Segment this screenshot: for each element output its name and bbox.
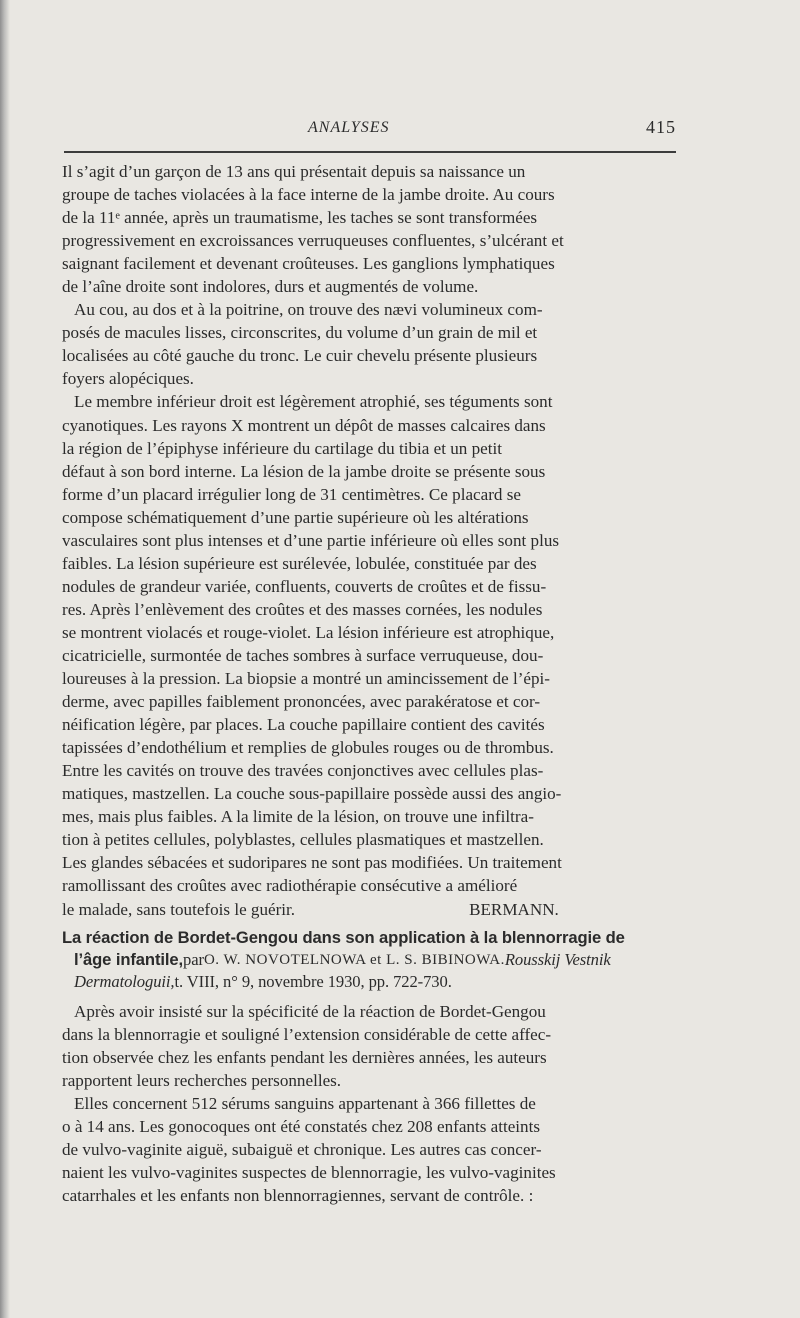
heading-line: La réaction de Bordet-Gengou dans son application à la blennorragie de: [62, 927, 625, 947]
text-line: derme, avec papilles faiblement prononcées, avec parakératose et cor-: [62, 692, 541, 712]
heading-title-fragment: l’âge infantile,: [74, 949, 184, 969]
header-rule: [64, 151, 676, 153]
text-line: tion observée chez les enfants pendant les dernières années, les auteurs: [62, 1047, 547, 1067]
text-line: loureuses à la pression. La biopsie a montré un amincissement de l’épi-: [62, 669, 550, 689]
text-line: Au cou, au dos et à la poitrine, on trouve des nævi volumineux com-: [74, 300, 543, 320]
text-line: mes, mais plus faibles. A la limite de la lésion, on trouve une infiltra-: [62, 807, 534, 827]
text-line: res. Après l’enlèvement des croûtes et des masses cornées, les nodules: [62, 599, 543, 619]
text-line: néification légère, par places. La couche papillaire contient des cavités: [62, 715, 545, 735]
text-line: groupe de taches violacées à la face interne de la jambe droite. Au cours: [62, 185, 555, 205]
signature-spacing: [295, 898, 469, 921]
text-line: foyers alopéciques.: [62, 369, 194, 389]
text-line: ramollissant des croûtes avec radiothérapie consécutive a amélioré: [62, 876, 518, 896]
text-line: de la 11ᵉ année, après un traumatisme, les taches se sont transformées: [62, 208, 538, 228]
citation-details: t. VIII, n° 9, novembre 1930, pp. 722-730.: [174, 971, 452, 991]
text-line-fragment: le malade, sans toutefois le guérir.: [62, 899, 296, 919]
analysis-paragraph-1: [62, 160, 682, 298]
journal-title: Rousskij Vestnik: [504, 949, 611, 969]
text-line: naient les vulvo-vaginites suspectes de blennorragie, les vulvo-vaginites: [62, 1162, 556, 1182]
text-line: dans la blennorragie et souligné l’extension considérable de cette affec-: [62, 1024, 552, 1044]
text-line: faibles. La lésion supérieure est surélevée, lobulée, constituée par des: [62, 553, 537, 573]
analysis-paragraph-2: [62, 298, 682, 390]
text-line: nodules de grandeur variée, confluents, couverts de croûtes et de fissu-: [62, 576, 547, 596]
text-line: posés de macules lisses, circonscrites, du volume d’un grain de mil et: [62, 323, 538, 343]
text-line: la région de l’épiphyse inférieure du cartilage du tibia et un petit: [62, 438, 502, 458]
text-line: forme d’un placard irrégulier long de 31 centimètres. Ce placard se: [62, 484, 521, 504]
text-line: se montrent violacés et rouge-violet. La lésion inférieure est atrophique,: [62, 622, 555, 642]
text-line-with-signature: [62, 898, 682, 921]
text-line: de vulvo-vaginite aiguë, subaiguë et chronique. Les autres cas concer-: [62, 1139, 542, 1159]
text-line: rapportent leurs recherches personnelles.: [62, 1070, 342, 1090]
text-line: progressivement en excroissances verruqueuses confluentes, s’ulcérant et: [62, 231, 564, 251]
page-content: [62, 160, 682, 1207]
journal-title-continued: Dermatologuii,: [74, 971, 175, 991]
article-paragraph-1: [62, 1000, 682, 1092]
citation-line: [62, 971, 682, 993]
article-heading: [62, 927, 682, 993]
analysis-paragraph-3: [62, 390, 682, 920]
text-line: Le membre inférieur droit est légèrement atrophié, ses téguments sont: [74, 392, 553, 412]
author-signature: BERMANN.: [469, 899, 559, 919]
text-line: tapissées d’endothélium et remplies de globules rouges ou de thrombus.: [62, 738, 554, 758]
text-line: Elles concernent 512 sérums sanguins appartenant à 366 fillettes de: [74, 1093, 536, 1113]
page-header: [62, 117, 684, 145]
text-line: Il s’agit d’un garçon de 13 ans qui présentait depuis sa naissance un: [62, 162, 526, 181]
text-line: défaut à son bord interne. La lésion de la jambe droite se présente sous: [62, 461, 546, 481]
text-line: matiques, mastzellen. La couche sous-papillaire possède aussi des angio-: [62, 784, 562, 804]
text-line: Les glandes sébacées et sudoripares ne sont pas modifiées. Un traitement: [62, 853, 562, 873]
authors: O. W. NOVOTELNOWA et L. S. BIBINOWA.: [203, 951, 505, 968]
heading-par: par: [183, 949, 204, 969]
text-line: cicatricielle, surmontée de taches sombres à surface verruqueuse, dou-: [62, 645, 544, 665]
text-line: saignant facilement et devenant croûteuses. Les ganglions lymphatiques: [62, 254, 555, 274]
article-paragraph-2: [62, 1092, 682, 1207]
page-number: 415: [646, 117, 676, 137]
text-line: tion à petites cellules, polyblastes, cellules plasmatiques et mastzellen.: [62, 830, 544, 850]
heading-line: [62, 949, 682, 971]
text-line: Après avoir insisté sur la spécificité de la réaction de Bordet-Gengou: [74, 1001, 546, 1021]
text-line: Entre les cavités on trouve des travées conjonctives avec cellules plas-: [62, 761, 544, 781]
text-line: compose schématiquement d’une partie supérieure où les altérations: [62, 507, 529, 527]
text-line: localisées au côté gauche du tronc. Le cuir chevelu présente plusieurs: [62, 346, 538, 366]
text-line: de l’aîne droite sont indolores, durs et augmentés de volume.: [62, 277, 479, 297]
running-title: ANALYSES: [308, 119, 390, 136]
book-binding-edge: [0, 0, 10, 1318]
text-line: cyanotiques. Les rayons X montrent un dépôt de masses calcaires dans: [62, 415, 546, 435]
text-line: vasculaires sont plus intenses et d’une partie inférieure où elles sont plus: [62, 530, 560, 550]
text-line: catarrhales et les enfants non blennorragiennes, servant de contrôle. :: [62, 1185, 534, 1205]
text-line: o à 14 ans. Les gonocoques ont été constatés chez 208 enfants atteints: [62, 1116, 541, 1136]
